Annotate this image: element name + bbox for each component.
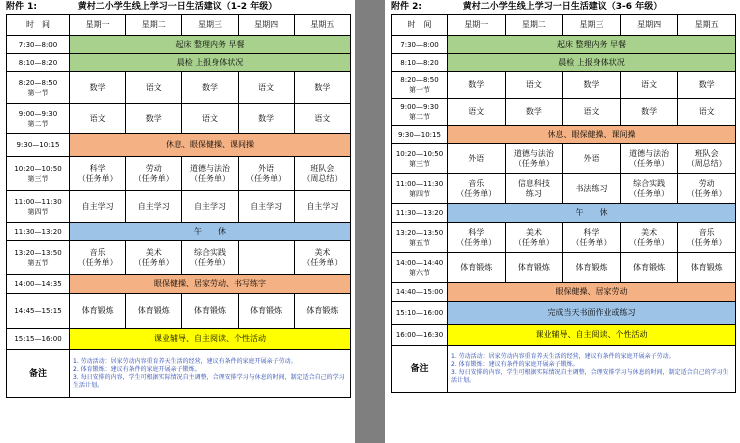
note-line: 2. 体育锻炼：建议有条件的家庭开展亲子锻炼。	[451, 361, 579, 368]
subject-cell: 数学	[126, 104, 182, 134]
activity-span-cell: 课业辅导、自主阅读、个性活动	[448, 325, 736, 346]
activity-span-cell: 完成当天书面作业或练习	[448, 302, 736, 325]
time-cell: 9:00—9:30 第二节	[392, 99, 448, 126]
subject-cell: 道德与法治 （任务单）	[620, 144, 678, 174]
doc-title: 黄村二小学生线上学习一日生活建议（3-6 年级）	[462, 2, 663, 12]
subject-cell: 体育锻炼	[448, 253, 506, 283]
time-cell: 14:40—15:00	[392, 283, 448, 302]
note-row	[7, 350, 351, 398]
header-weekday: 星期二	[126, 15, 182, 36]
header-weekday: 星期二	[505, 15, 563, 36]
time-cell: 10:20—10:50 第三节	[392, 144, 448, 174]
time-cell: 8:20—8:50 第一节	[392, 72, 448, 99]
subject-cell: 外语 （任务单）	[238, 157, 294, 191]
document-page-1	[0, 0, 355, 443]
schedule-row	[7, 104, 351, 134]
subject-cell: 体育锻炼	[563, 253, 621, 283]
subject-cell: 数学	[182, 72, 238, 104]
header-row	[7, 15, 351, 36]
subject-cell: 数学	[294, 72, 350, 104]
time-cell: 14:00—14:35	[7, 275, 70, 294]
header-weekday: 星期三	[563, 15, 621, 36]
subject-cell: 体育锻炼	[126, 294, 182, 329]
header-row	[392, 15, 736, 36]
subject-cell: 美术 （任务单）	[294, 241, 350, 275]
activity-span-cell: 起床 整理内务 早餐	[70, 36, 351, 54]
time-cell: 14:00—14:40 第六节	[392, 253, 448, 283]
subject-cell: 书法练习	[563, 174, 621, 204]
subject-cell: 体育锻炼	[238, 294, 294, 329]
header-weekday: 星期三	[182, 15, 238, 36]
header-time: 时 间	[392, 15, 448, 36]
time-cell: 7:30—8:00	[392, 36, 448, 54]
activity-span-cell: 眼保健操、居家劳动、书写练字	[70, 275, 351, 294]
subject-cell: 科学 （任务单）	[448, 223, 506, 253]
subject-cell: 语文	[563, 99, 621, 126]
subject-cell: 道德与法治 （任务单）	[182, 157, 238, 191]
schedule-row	[392, 144, 736, 174]
subject-cell: 数学	[678, 72, 736, 99]
header-weekday: 星期五	[678, 15, 736, 36]
time-cell: 14:45—15:15	[7, 294, 70, 329]
schedule-row	[392, 54, 736, 72]
activity-span-cell: 眼保健操、居家劳动	[448, 283, 736, 302]
note-line: 3. 每日安排的内容，学生可根据实际情况自主调整，合理安排学习与休息的时间，制定适合自己的学习生活计划。	[73, 373, 345, 389]
time-cell: 9:00—9:30 第二节	[7, 104, 70, 134]
subject-cell: 音乐 （任务单）	[448, 174, 506, 204]
doc-heading	[385, 0, 740, 14]
subject-cell: 语文	[126, 72, 182, 104]
schedule-row	[7, 36, 351, 54]
time-cell: 9:30—10:15	[7, 134, 70, 157]
time-cell: 8:20—8:50 第一节	[7, 72, 70, 104]
note-line: 1. 劳动活动：居家劳动内容重育养天生活的经营，建议有条件的家庭开展亲子劳动。	[73, 357, 297, 365]
schedule-row	[392, 283, 736, 302]
time-cell: 8:10—8:20	[392, 54, 448, 72]
subject-cell: 外语	[563, 144, 621, 174]
activity-span-cell: 晨检 上报身体状况	[448, 54, 736, 72]
schedule-row	[7, 294, 351, 329]
subject-cell: 综合实践 （任务单）	[182, 241, 238, 275]
note-content	[70, 350, 351, 398]
subject-cell: 自主学习	[294, 191, 350, 223]
time-cell: 13:20—13:50 第五节	[7, 241, 70, 275]
subject-cell: 数学	[70, 72, 126, 104]
time-cell: 15:15—16:00	[7, 329, 70, 350]
attachment-label: 附件 1:	[6, 2, 37, 12]
subject-cell: 语文	[448, 99, 506, 126]
subject-cell: 综合实践 （任务单）	[620, 174, 678, 204]
time-cell: 10:20—10:50 第三节	[7, 157, 70, 191]
time-cell: 16:00—16:30	[392, 325, 448, 346]
schedule-row	[7, 191, 351, 223]
subject-cell: 体育锻炼	[505, 253, 563, 283]
subject-cell: 科学 （任务单）	[70, 157, 126, 191]
time-cell: 11:00—11:30 第四节	[392, 174, 448, 204]
doc-title: 黄村二小学生线上学习一日生活建议（1-2 年级）	[77, 2, 278, 12]
document-page-2	[385, 0, 740, 443]
note-content	[448, 346, 736, 393]
subject-cell: 音乐 （任务单）	[678, 223, 736, 253]
subject-cell: 语文	[182, 104, 238, 134]
header-weekday: 星期一	[70, 15, 126, 36]
schedule-row	[392, 204, 736, 223]
time-cell: 13:20—13:50 第五节	[392, 223, 448, 253]
header-weekday: 星期四	[620, 15, 678, 36]
subject-cell: 数学	[505, 99, 563, 126]
schedule-row	[392, 99, 736, 126]
subject-cell: 语文	[505, 72, 563, 99]
doc-heading	[0, 0, 355, 14]
schedule-row	[7, 54, 351, 72]
note-line: 1. 劳动活动：居家劳动内容重育养天生活的经营，建议有条件的家庭开展亲子劳动。	[451, 353, 675, 360]
header-weekday: 星期四	[238, 15, 294, 36]
activity-span-cell: 休息、眼保健操、课间操	[70, 134, 351, 157]
subject-cell: 科学 （任务单）	[563, 223, 621, 253]
schedule-table	[6, 14, 351, 398]
activity-span-cell: 午 休	[70, 223, 351, 241]
schedule-row	[7, 275, 351, 294]
schedule-row	[7, 134, 351, 157]
subject-cell: 体育锻炼	[294, 294, 350, 329]
schedule-row	[7, 241, 351, 275]
subject-cell: 语文	[620, 72, 678, 99]
subject-cell: 信息科技 练习	[505, 174, 563, 204]
subject-cell: 自主学习	[126, 191, 182, 223]
subject-cell: 自主学习	[70, 191, 126, 223]
subject-cell: 美术 （任务单）	[620, 223, 678, 253]
subject-cell: 语文	[238, 72, 294, 104]
time-cell: 9:30—10:15	[392, 126, 448, 144]
subject-cell: 自主学习	[182, 191, 238, 223]
time-cell: 11:30—13:20	[392, 204, 448, 223]
subject-cell: 语文	[294, 104, 350, 134]
activity-span-cell: 晨检 上报身体状况	[70, 54, 351, 72]
schedule-row	[392, 36, 736, 54]
subject-cell: 美术 （任务单）	[505, 223, 563, 253]
subject-cell: 语文	[70, 104, 126, 134]
note-label: 备注	[392, 346, 448, 393]
note-row	[392, 346, 736, 393]
subject-cell: 道德与法治 （任务单）	[505, 144, 563, 174]
time-cell: 11:00—11:30 第四节	[7, 191, 70, 223]
subject-cell: 语文	[678, 99, 736, 126]
activity-span-cell: 起床 整理内务 早餐	[448, 36, 736, 54]
attachment-label: 附件 2:	[391, 2, 422, 12]
schedule-row	[392, 174, 736, 204]
schedule-row	[7, 72, 351, 104]
schedule-row	[7, 223, 351, 241]
subject-cell: 体育锻炼	[620, 253, 678, 283]
subject-cell: 体育锻炼	[678, 253, 736, 283]
subject-cell: 班队会 （周总结）	[678, 144, 736, 174]
header-weekday: 星期五	[294, 15, 350, 36]
subject-cell: 数学	[238, 104, 294, 134]
subject-cell: 外语	[448, 144, 506, 174]
header-time: 时 间	[7, 15, 70, 36]
schedule-row	[7, 329, 351, 350]
subject-cell: 体育锻炼	[182, 294, 238, 329]
subject-cell: 数学	[620, 99, 678, 126]
note-line: 3. 每日安排的内容，学生可根据实际情况自主调整，合理安排学习与休息的时间，制定适合自己的学习生活计划。	[451, 369, 729, 384]
activity-span-cell: 课业辅导、自主阅读、个性活动	[70, 329, 351, 350]
time-cell: 7:30—8:00	[7, 36, 70, 54]
schedule-row	[392, 72, 736, 99]
header-weekday: 星期一	[448, 15, 506, 36]
subject-cell	[238, 241, 294, 275]
schedule-row	[392, 253, 736, 283]
schedule-table	[391, 14, 736, 393]
schedule-row	[7, 157, 351, 191]
subject-cell: 劳动 （任务单）	[126, 157, 182, 191]
subject-cell: 班队会 （周总结）	[294, 157, 350, 191]
time-cell: 8:10—8:20	[7, 54, 70, 72]
activity-span-cell: 休息、眼保健操、课间操	[448, 126, 736, 144]
schedule-row	[392, 223, 736, 253]
note-label: 备注	[7, 350, 70, 398]
time-cell: 15:10—16:00	[392, 302, 448, 325]
subject-cell: 美术 （任务单）	[126, 241, 182, 275]
activity-span-cell: 午 休	[448, 204, 736, 223]
schedule-row	[392, 126, 736, 144]
time-cell: 11:30—13:20	[7, 223, 70, 241]
schedule-row	[392, 325, 736, 346]
subject-cell: 自主学习	[238, 191, 294, 223]
subject-cell: 数学	[563, 72, 621, 99]
subject-cell: 体育锻炼	[70, 294, 126, 329]
subject-cell: 数学	[448, 72, 506, 99]
subject-cell: 音乐 （任务单）	[70, 241, 126, 275]
schedule-row	[392, 302, 736, 325]
note-line: 2. 体育锻炼：建议有条件的家庭开展亲子锻炼。	[73, 365, 201, 373]
subject-cell: 劳动 （任务单）	[678, 174, 736, 204]
